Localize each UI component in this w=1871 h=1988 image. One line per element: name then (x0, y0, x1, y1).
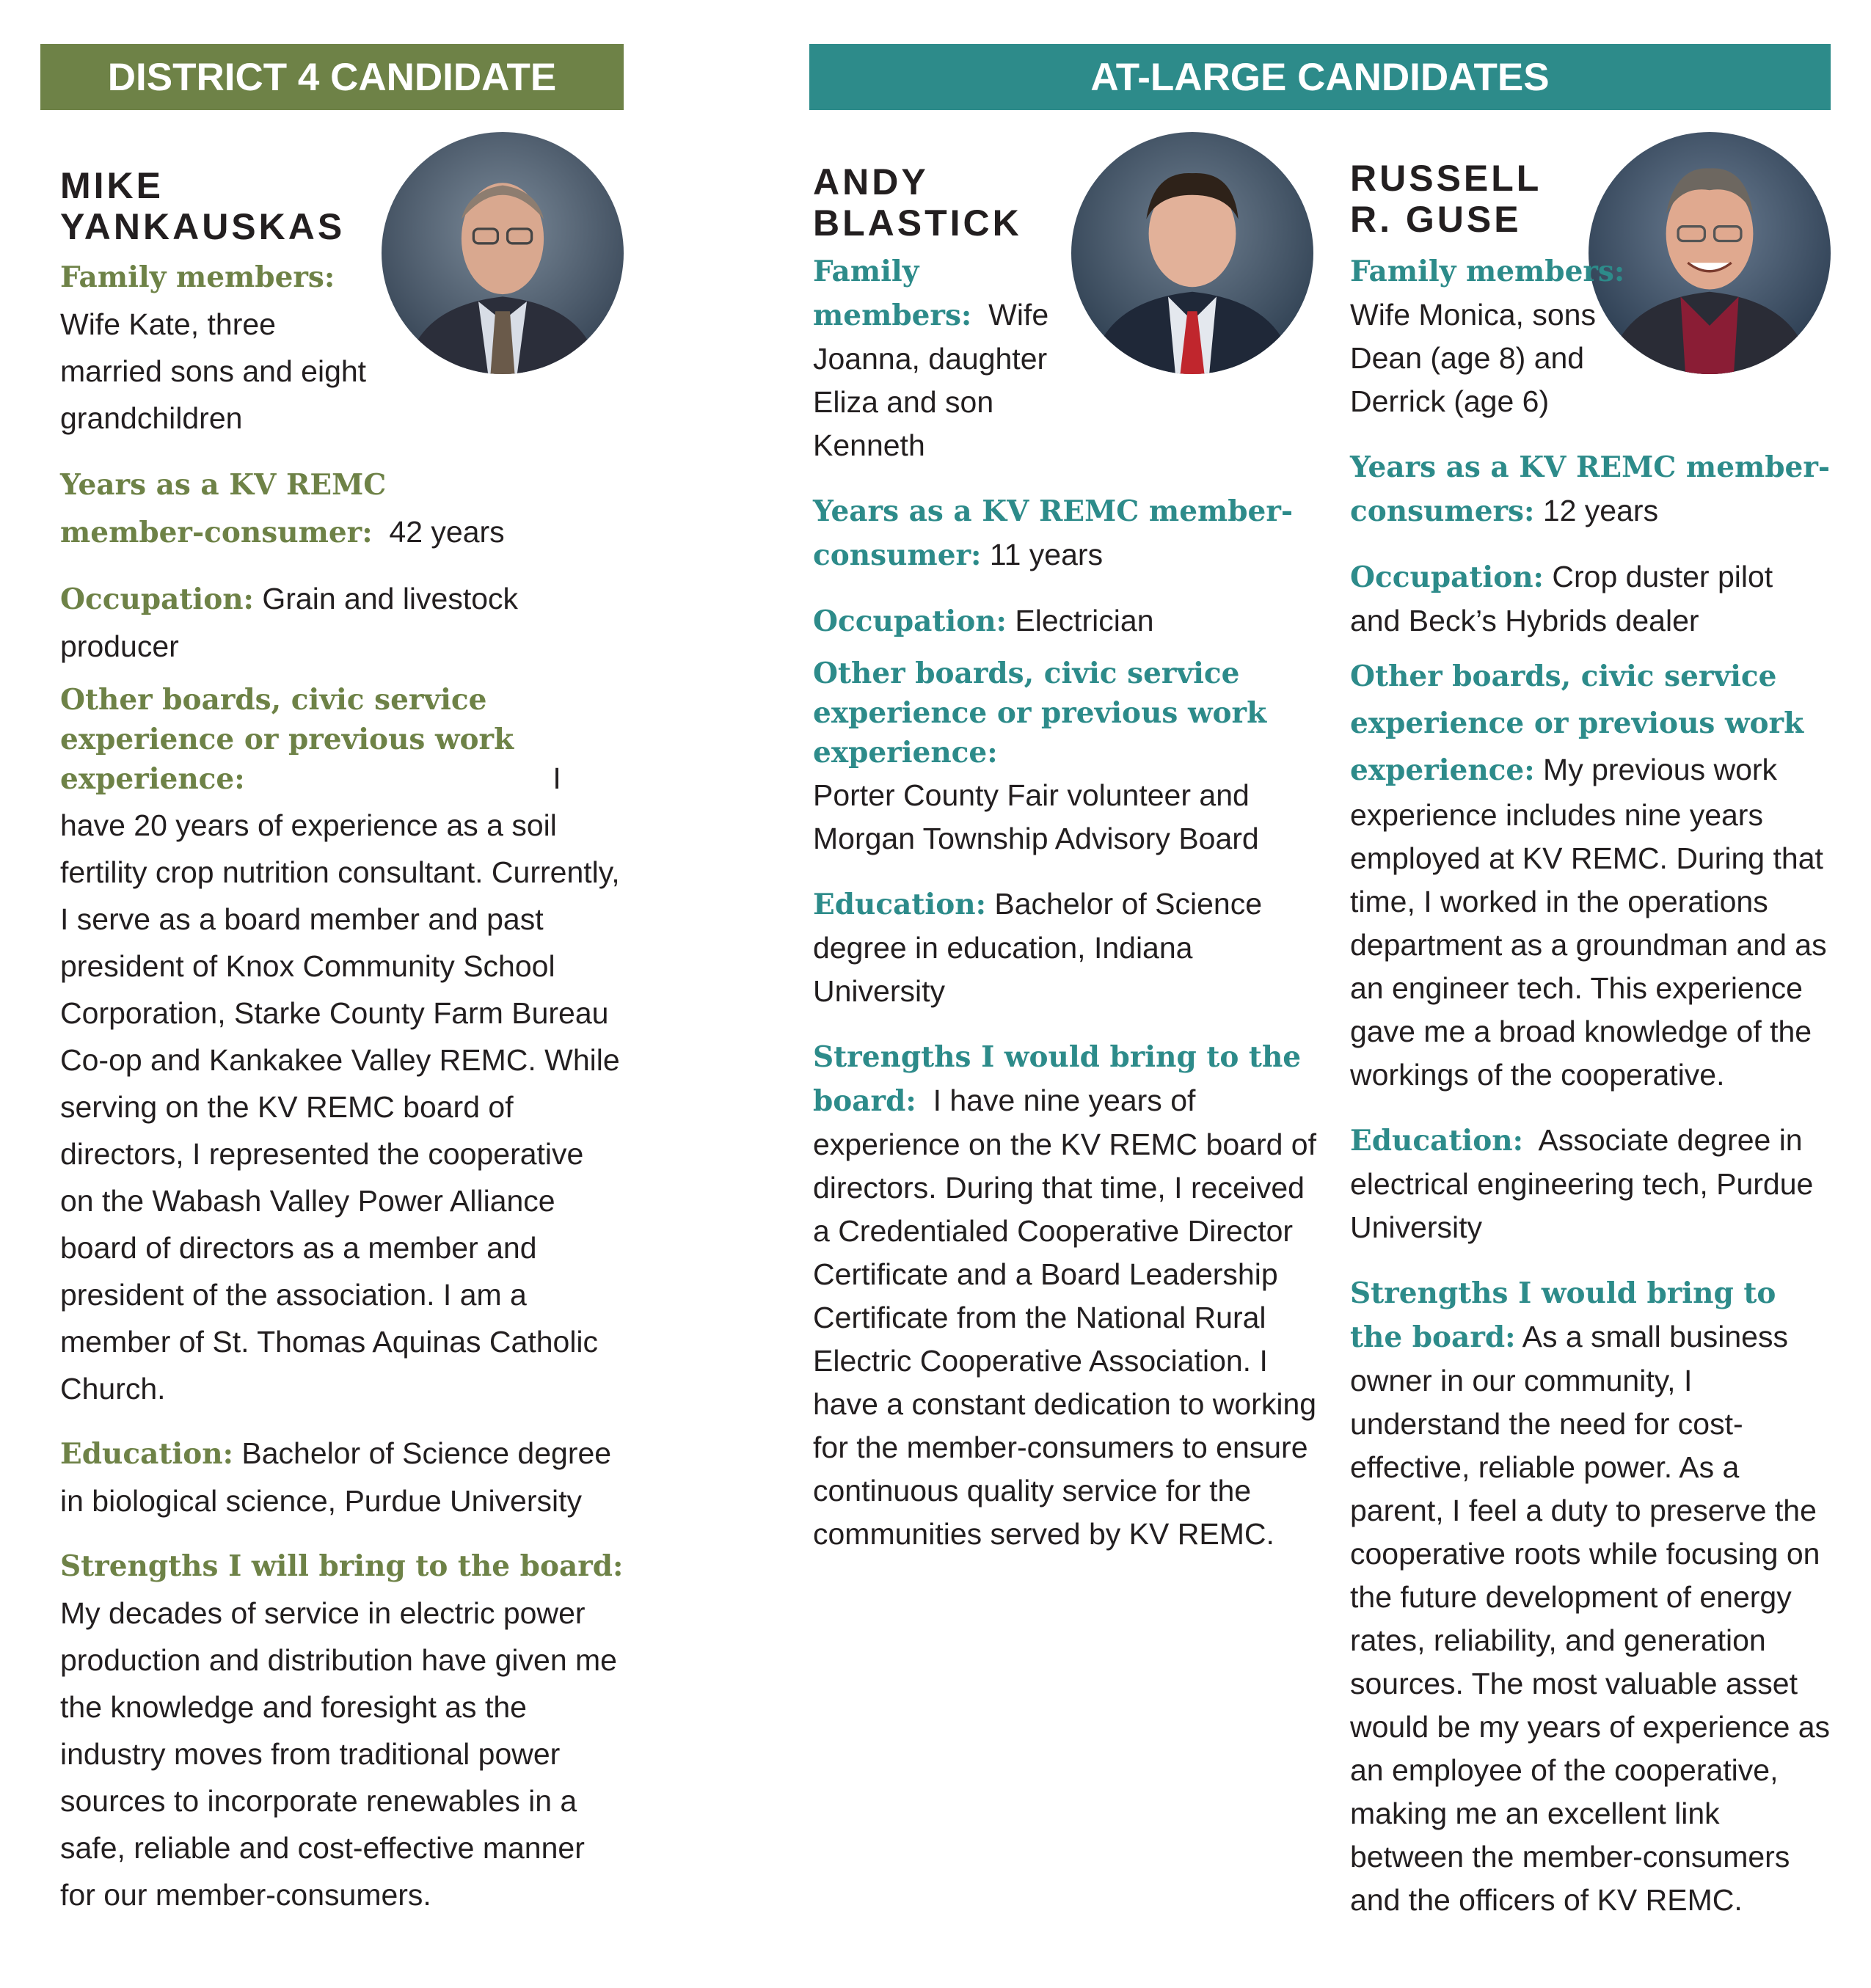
occupation-label: Occupation: (1350, 560, 1544, 594)
district-4-banner-title: DISTRICT 4 CANDIDATE (107, 55, 557, 99)
strengths-label: Strengths I would bring to the board: (813, 1040, 1302, 1118)
education-field (1350, 1119, 1831, 1249)
family-members-value: Wife Joanna, daughter Eliza and son Kenneth (813, 298, 1049, 462)
candidate-column-guse (1350, 132, 1831, 1922)
family-members-label: Family members: (813, 255, 972, 332)
family-members-field (1350, 249, 1629, 423)
other-boards-value: My previous work experience includes nine years employed at KV REMC. During that time, I worked in the operations department as a groundman and as an engineer tech. This experience gave me a broad knowledge of the workings of the cooperative. (1350, 753, 1827, 1092)
strengths-value: I have nine years of experience on the KV REMC board of directors. During that time, I received a Credentialed Cooperative Director Certificate and a Board Leadership Certificate from the National Rural Electric Cooperative Association. I have a constant dedication to working for the member-consumers to ensure continuous quality service for the communities served by KV REMC. (813, 1083, 1317, 1551)
family-members-field (60, 253, 383, 442)
occupation-field (813, 599, 1319, 643)
occupation-value: Electrician (1015, 604, 1154, 637)
candidate-column-blastick (813, 132, 1319, 1556)
at-large-banner (809, 44, 1831, 110)
other-boards-label: Other boards, civic service experience or previous work experience: (1350, 659, 1804, 787)
occupation-field (60, 575, 625, 670)
name-line-2: R. GUSE (1350, 199, 1522, 240)
candidate-name (60, 165, 625, 247)
strengths-field (1350, 1271, 1831, 1922)
education-value: Associate degree in electrical engineering tech, Purdue University (1350, 1123, 1814, 1244)
education-field (60, 1430, 625, 1524)
family-members-value: Wife Kate, three married sons and eight grandchildren (60, 307, 367, 435)
years-member-label: Years as a KV REMC member-consumers: (1350, 450, 1831, 528)
name-line-1: MIKE (60, 165, 164, 206)
education-label: Education: (1350, 1124, 1523, 1158)
education-value: Bachelor of Science degree in biological science, Purdue University (60, 1436, 612, 1518)
strengths-label: Strengths I will bring to the board: (60, 1549, 624, 1583)
years-member-value: 12 years (1542, 494, 1659, 527)
other-boards-label: Other boards, civic service experience or previous work experience: (60, 683, 514, 796)
other-boards-field (60, 680, 625, 1412)
strengths-value: As a small business owner in our community, I understand the need for cost-effective, reliable power. As a parent, I feel a duty to preserve the cooperative roots while focusing on the future development of energy rates, reliability, and generation sources. The most valuable asset would be my years of experience as an employee of the cooperative, making me an excellent link between the member-consumers and the officers of KV REMC. (1350, 1320, 1831, 1917)
family-members-field (813, 249, 1077, 467)
education-label: Education: (60, 1437, 233, 1471)
name-line-1: RUSSELL (1350, 158, 1542, 199)
family-members-label: Family members: (60, 260, 335, 294)
district-4-banner (40, 44, 624, 110)
other-boards-label: Other boards, civic service experience or previous work experience: (813, 657, 1267, 770)
occupation-field (1350, 555, 1831, 643)
other-boards-field (813, 654, 1319, 860)
years-member-label: Years as a KV REMC member-consumer: (813, 494, 1294, 572)
years-member-field (60, 461, 530, 556)
name-line-1: ANDY (813, 161, 929, 202)
candidate-name (813, 161, 1319, 244)
education-value: Bachelor of Science degree in education, Indiana University (813, 887, 1263, 1008)
at-large-banner-title: AT-LARGE CANDIDATES (1090, 55, 1550, 99)
other-boards-value: Porter County Fair volunteer and Morgan Township Advisory Board (813, 778, 1259, 855)
other-boards-value: I have 20 years of experience as a soil fertility crop nutrition consultant. Currently, I serve as a board member and past president of Knox Community School Corporation, Starke County Farm Bureau Co-op and Kankakee Valley REMC. While serving on the KV REMC board of directors, I represented the cooperative on the Wabash Valley Power Alliance board of directors as a member and president of the association. I am a member of St. Thomas Aquinas Catholic Church. (60, 761, 620, 1406)
strengths-value: My decades of service in electric power production and distribution have given me the knowledge and foresight as the industry moves from traditional power sources to incorporate renewables in a safe, reliable and cost-effective manner for our member-consumers. (60, 1596, 617, 1912)
occupation-label: Occupation: (813, 604, 1007, 638)
years-member-label: Years as a KV REMC member-consumer: (60, 468, 387, 549)
other-boards-field (1350, 653, 1831, 1097)
strengths-field (813, 1035, 1319, 1556)
occupation-label: Occupation: (60, 582, 254, 616)
occupation-value: Crop duster pilot and Beck’s Hybrids dealer (1350, 560, 1773, 637)
family-members-label: Family members: (1350, 255, 1625, 288)
years-member-value: 42 years (389, 515, 505, 549)
strengths-field (60, 1542, 625, 1918)
education-label: Education: (813, 888, 986, 921)
family-members-value: Wife Monica, sons Dean (age 8) and Derrick (age 6) (1350, 298, 1596, 418)
occupation-value: Grain and livestock producer (60, 582, 519, 663)
years-member-value: 11 years (989, 538, 1104, 571)
years-member-field (1350, 445, 1831, 533)
name-line-2: BLASTICK (813, 202, 1022, 244)
name-line-2: YANKAUSKAS (60, 206, 346, 247)
strengths-label: Strengths I would bring to the board: (1350, 1276, 1776, 1354)
years-member-field (813, 489, 1319, 577)
education-field (813, 882, 1319, 1013)
candidate-name (1350, 158, 1831, 240)
candidate-column-yankauskas (60, 132, 625, 1918)
